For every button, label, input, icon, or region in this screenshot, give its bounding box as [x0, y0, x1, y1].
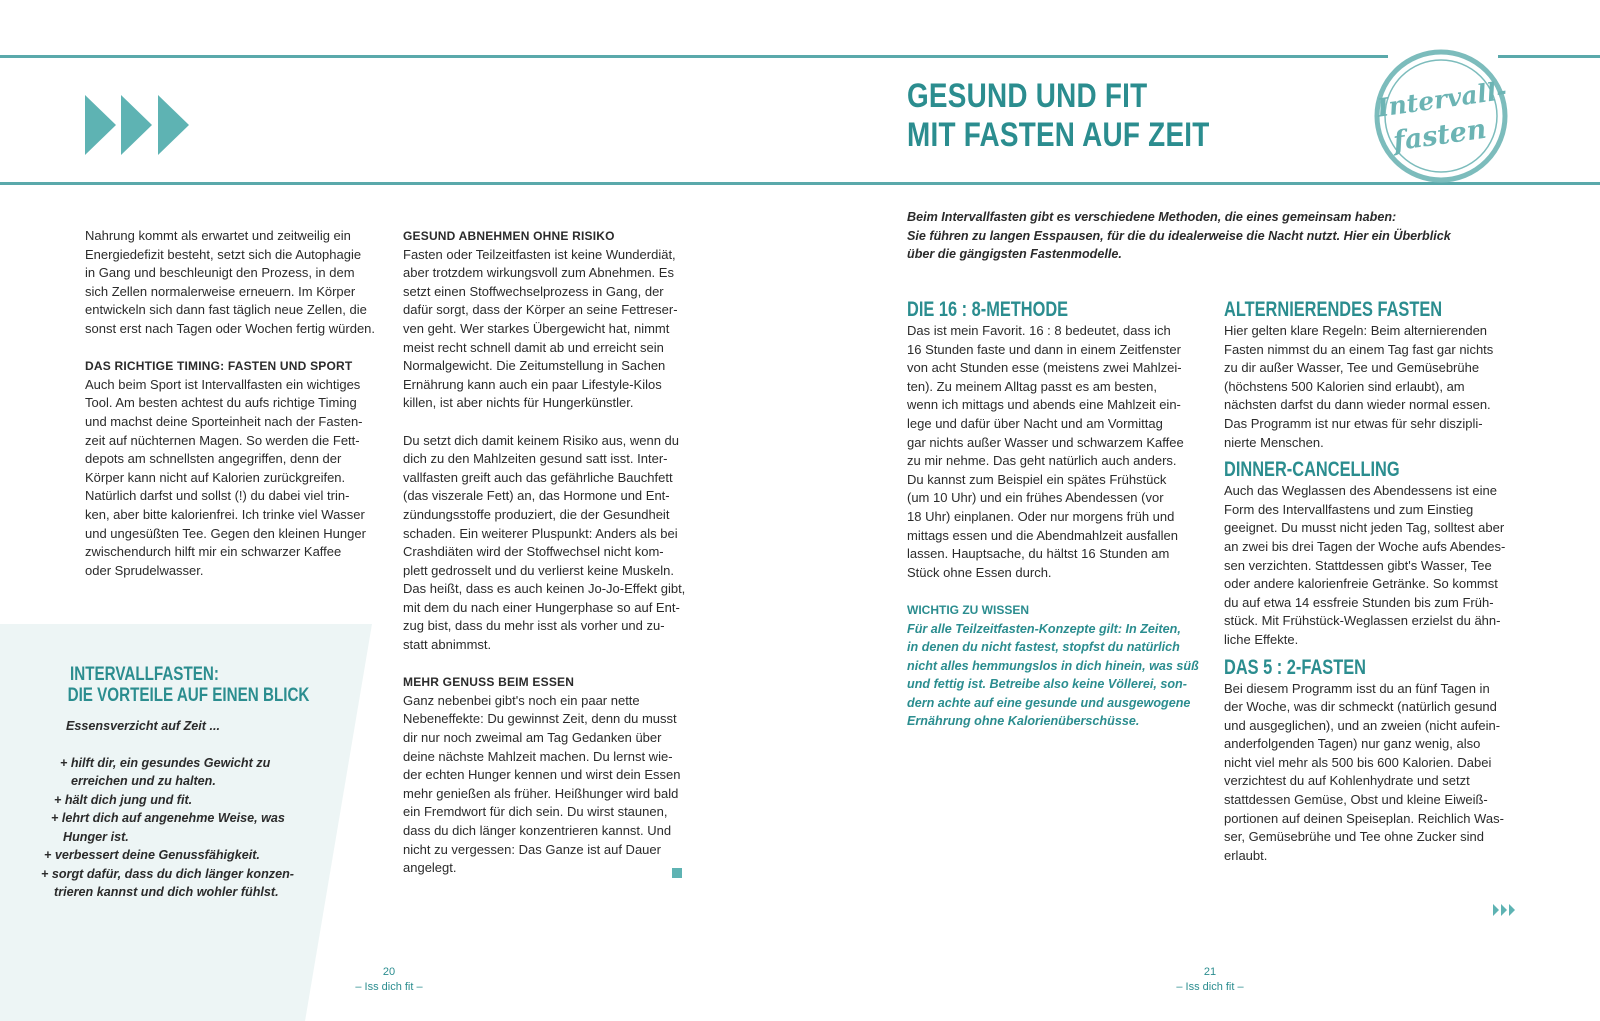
column-left-2 [403, 227, 703, 878]
page-number-left: 20 – Iss dich fit – [355, 966, 423, 993]
heading-5-2: DAS 5 : 2-FASTEN [1224, 655, 1366, 679]
paragraph-alternierend: Hier gelten klare Regeln: Beim alternierenden Fasten nimmst du an einem Tag fast gar nichts zu dir außer Wasser, Tee und Gemüsebrühe (höchstens 500 Kalorien sind erlaubt), am nächsten darfst du dann wieder normal essen. Das Programm ist nur etwas für sehr diszipli- nierte Menschen. [1224, 323, 1494, 450]
intro-paragraph: Beim Intervallfasten gibt es verschiedene Methoden, die eines gemeinsam haben: Sie führen zu langen Esspausen, für die du idealerweise die Nacht nutzt. Hier ein Überblick über die gängigsten Fastenmodelle. [907, 210, 1451, 262]
column-right-2 [1224, 298, 1534, 865]
svg-text:Intervall-: Intervall- [1375, 75, 1509, 123]
paragraph-autophagie: Nahrung kommt als erwartet und zeitweilig ein Energiedefizit besteht, setzt sich die Autophagie in Gang und beschleunigt den Prozess, in dem sich Zellen normalerweise erneuern. Im Körper entwickeln sich dann fast täglich neue Zellen, die sonst erst nach Tagen oder Wochen fertig würden. [85, 228, 376, 336]
heading-dinner-cancelling: DINNER-CANCELLING [1224, 458, 1400, 482]
paragraph-genuss: Ganz nebenbei gibt's noch ein paar nette Nebeneffekte: Du gewinnst Zeit, denn du musst dir nur noch zweimal am Tag Gedanken über deine nächste Mahlzeit machen. Du lernst wie- der echten Hunger kennen und wirst dein Essen mehr genießen als früher. Heißhunger wird bald ein Fremdwort für dich sein. Du wirst staunen, dass du dich länger konzentrieren kannst. Und nicht zu vergessen: Das Ganze ist auf Dauer angelegt. [403, 692, 681, 876]
heading-genuss: MEHR GENUSS BEIM ESSEN [403, 675, 575, 690]
benefit-line: erreichen und zu halten. [71, 774, 216, 788]
header-top-rule [0, 55, 1388, 58]
heading-alternierend: ALTERNIERENDES FASTEN [1224, 298, 1443, 321]
paragraph-wichtig: Für alle Teilzeitfasten-Konzepte gilt: In Zeiten, in denen du nicht fastest, stopfst du natürlich nicht alles hemmungslos in dich hinein, was süß und fettig ist. Betreibe also keine Völlerei, son- dern achte auf eine gesunde und ausgewogene Ernährung ohne Kalorienüberschüsse. [907, 621, 1199, 729]
benefit-line: + sorgt dafür, dass du dich länger konzen- [41, 867, 294, 881]
paragraph-risiko: Du setzt dich damit keinem Risiko aus, wenn du dich zu den Mahlzeiten gesund satt isst. Inter- vallfasten greift auch das gefährliche Bauchfett (das viszerale Fett) an, das Hormone und Ent- zündungsstoffe produziert, die der Gesundheit schaden. Ein weiterer Pluspunkt: Anders als bei Crashdiäten wird der Stoffwechsel nicht kom- plett gedrosselt und du verlierst keine Muskeln. Das heißt, dass es auch keinen Jo-Jo-Effekt gibt, mit dem du nach einer Hungerphase so auf Ent- zug bist, dass du mehr isst als vorher und zu- statt abnimmst. [403, 432, 686, 653]
heading-timing: DAS RICHTIGE TIMING: FASTEN UND SPORT [85, 359, 353, 374]
paragraph-dinner-cancelling: Auch das Weglassen des Abendessens ist eine Form des Intervallfastens und zum Einstieg geeignet. Du musst nicht jeden Tag, solltest aber an zwei bis drei Tagen der Woche aufs Abendes- sen verzichten. Stattdessen gibt's Wasser, Tee oder andere kalorienfreie Getränke. So kommst du auf etwa 14 essfreie Stunden bis zum Früh- stück. Mit Frühstück-Weglassen erzielst du ähn- liche Effekte. [1224, 483, 1506, 647]
heading-16-8: DIE 16 : 8-METHODE [907, 298, 1069, 321]
benefits-intro: Essensverzicht auf Zeit ... [66, 719, 220, 733]
benefits-box-title: INTERVALLFASTEN: DIE VORTEILE AUF EINEN BLICK [67, 664, 310, 706]
column-left-1 [85, 227, 385, 580]
paragraph-16-8: Das ist mein Favorit. 16 : 8 bedeutet, dass ich 16 Stunden faste und dann in einem Zeitfenster von acht Stunden esse (meistens zwei Mahlzei- ten). Zu meinem Alltag passt es am besten, wenn ich mittags und abends eine Mahlzeit ein- lege und dafür über Nacht und am Vormittag gar nichts außer Wasser und schwarzem Kaffee zu mir nehme. Das geht natürlich auch anders. Du kannst zum Beispiel ein spätes Frühstück (um 10 Uhr) und ein frühes Abendessen (vor 18 Uhr) einplanen. Oder nur morgens früh und mittags essen und die Abendmahlzeit ausfallen lassen. Hauptsache, du hältst 16 Stunden am Stück ohne Essen durch. [907, 323, 1184, 580]
benefit-line: + lehrt dich auf angenehme Weise, was [51, 811, 285, 825]
page-title: GESUND UND FIT MIT FASTEN AUF ZEIT [907, 77, 1210, 154]
svg-text:fasten: fasten [1391, 113, 1489, 158]
paragraph-abnehmen: Fasten oder Teilzeitfasten ist keine Wunderdiät, aber trotzdem wirkungsvoll zum Abnehmen. Es setzt einen Stoffwechselprozess in Gang, der dafür sorgt, dass der Körper an seine Fettreser- ven geht. Wer starkes Übergewicht hat, nimmt meist recht schnell damit ab und erreicht sein Normalgewicht. Die Zeitumstellung in Sachen Ernährung kann auch ein paar Lifestyle-Kilos killen, ist aber nichts für Hungerkünstler. [403, 246, 678, 411]
page-number-right: 21 – Iss dich fit – [1176, 966, 1244, 993]
end-of-article-square [672, 868, 682, 878]
benefit-line: + hilft dir, ein gesundes Gewicht zu [60, 756, 271, 770]
intervallfasten-stamp [1371, 46, 1511, 186]
heading-abnehmen: GESUND ABNEHMEN OHNE RISIKO [403, 229, 615, 243]
next-page-arrows-icon [1493, 904, 1515, 916]
benefit-line: trieren kannst und dich wohler fühlst. [54, 885, 279, 899]
paragraph-5-2: Bei diesem Programm isst du an fünf Tagen in der Woche, was dir schmeckt (natürlich gesund und ausgeglichen), und an zweien (nicht aufein- anderfolgenden Tagen) nur ganz wenig, also nicht viel mehr als 500 bis 600 Kalorien. Dabei verzichtest du auf Kohlenhydrate und setzt stattdessen Gemüse, Obst und kleine Eiweiß- portionen auf deinen Speiseplan. Reichlich Was- ser, Gemüsebrühe und Tee ohne Zucker sind erlaubt. [1224, 680, 1504, 863]
header-bottom-rule [0, 182, 1600, 185]
benefit-line: + hält dich jung und fit. [54, 793, 193, 807]
benefit-line: + verbessert deine Genussfähigkeit. [44, 848, 260, 862]
column-right-1 [907, 298, 1207, 731]
heading-wichtig: WICHTIG ZU WISSEN [907, 602, 1029, 617]
benefit-line: Hunger ist. [63, 830, 129, 844]
paragraph-sport: Auch beim Sport ist Intervallfasten ein wichtiges Tool. Am besten achtest du aufs richtige Timing und machst deine Sporteinheit nach der Fasten- zeit auf nüchternen Magen. So werden die Fett- depots am schnellsten angegriffen, denn der Körper kann nicht auf Kalorien zurückgreifen. Natürlich darfst und sollst (!) du dabei viel trin- ken, aber bitte kalorienfrei. Ich trinke viel Wasser und ungesüßten Tee. Gegen den kleinen Hunger zwischendurch hilft mir ein schwarzer Kaffee oder Sprudelwasser. [85, 376, 366, 578]
header-top-rule-right [1498, 55, 1600, 58]
